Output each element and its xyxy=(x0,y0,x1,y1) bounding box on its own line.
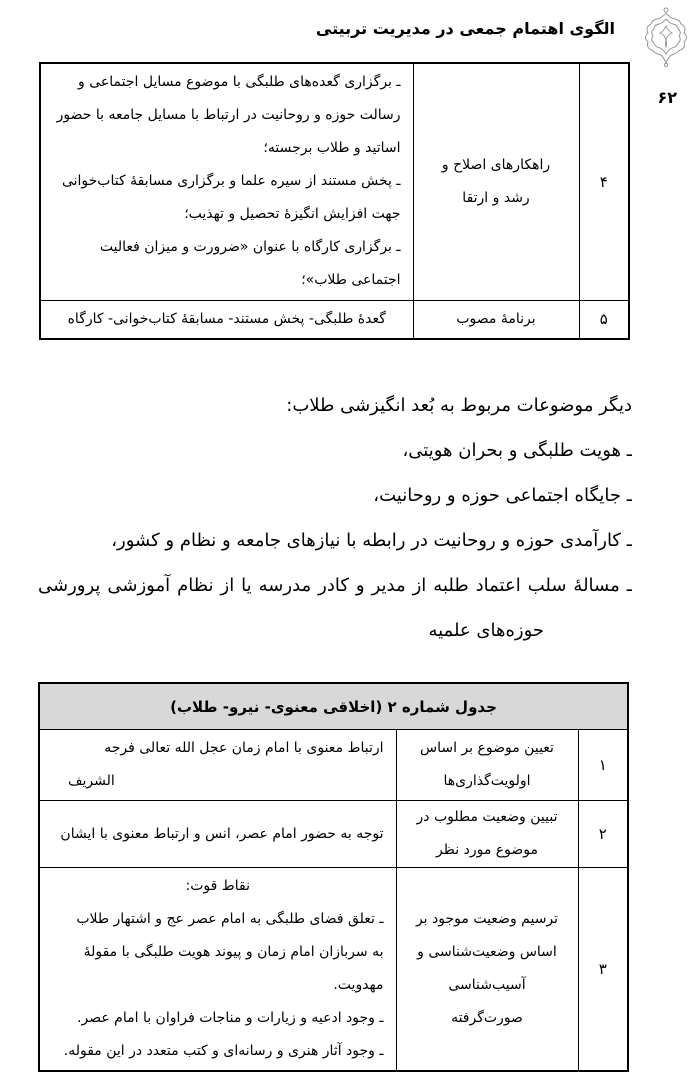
content-line: اجتماعی طلاب»؛ xyxy=(301,272,401,289)
content-line: ـ وجود ادعیه و زیارات و مناجات فراوان با امام عصر. xyxy=(77,1010,384,1026)
table-header-row xyxy=(39,683,628,730)
row-content xyxy=(40,300,413,339)
topic-line: اولویت‌گذاری‌ها xyxy=(443,773,531,789)
row-topic xyxy=(413,300,579,339)
content-line: جهت افزایش انگیزهٔ تحصیل و تهذیب؛ xyxy=(184,206,401,223)
content-line: ـ برگزاری گعده‌های طلبگی با موضوع مسایل اجتماعی و xyxy=(78,74,401,91)
table-row-3 xyxy=(39,868,628,1072)
table-title: جدول شماره ۲ (اخلاقی معنوی- نیرو- طلاب) xyxy=(39,683,628,730)
table-row-1 xyxy=(39,730,628,801)
content-line: ـ تعلق فضای طلبگی به امام عصر عج و اشتهار طلاب xyxy=(76,911,384,927)
topic-line: آسیب‌شناسی xyxy=(448,977,526,993)
topic-line: راهکارهای اصلاح و xyxy=(441,156,551,173)
topic-line: ترسیم وضعیت موجود بر xyxy=(415,911,559,927)
topic-line: صورت‌گرفته xyxy=(451,1010,523,1026)
bullet-line: ـ هویت طلبگی و بحران هویتی، xyxy=(402,440,632,461)
page-title: الگوی اهتمام جمعی در مدیریت تربیتی xyxy=(315,19,615,38)
row-number: ۲ xyxy=(578,801,628,868)
row-number: ۴ xyxy=(579,63,629,300)
row-content xyxy=(39,868,396,1072)
content-line: الشریف xyxy=(68,773,115,789)
row-number: ۳ xyxy=(578,868,628,1072)
row-number: ۵ xyxy=(579,300,629,339)
content-line: گعدهٔ طلبگی- پخش مستند- مسابقهٔ کتاب‌خوانی- کارگاه xyxy=(67,310,386,327)
bullet-line: ـ کارآمدی حوزه و روحانیت در رابطه با نیازهای جامعه و نظام و کشور، xyxy=(111,530,632,551)
row-content xyxy=(39,730,396,801)
row-content xyxy=(40,63,413,300)
body-text-section xyxy=(38,383,632,653)
section-heading: دیگر موضوعات مربوط به بُعد انگیزشی طلاب: xyxy=(286,395,632,416)
row-topic xyxy=(396,801,578,868)
content-line: ـ برگزاری کارگاه با عنوان «ضرورت و میزان فعالیت xyxy=(99,239,401,256)
content-line: رسالت حوزه و روحانیت در ارتباط با مسایل جامعه با حضور xyxy=(56,107,401,124)
content-line: مهدویت. xyxy=(333,977,384,993)
topic-line: موضوع مورد نظر xyxy=(436,842,538,858)
row-number: ۱ xyxy=(578,730,628,801)
bullet-line: ـ مسالهٔ سلب اعتماد طلبه از مدیر و کادر مدرسه یا از نظام آموزشی پرورشی xyxy=(38,575,632,596)
content-line: ـ وجود آثار هنری و رسانه‌ای و کتب متعدد در این مقوله. xyxy=(63,1043,384,1059)
content-line: ارتباط معنوی با امام زمان عجل الله تعالی فرجه xyxy=(104,740,384,756)
floral-diamond-ornament-icon xyxy=(640,6,692,70)
table-row-4 xyxy=(40,63,629,300)
topic-line: اساس وضعیت‌شناسی و xyxy=(417,944,557,960)
content-line: اساتید و طلاب برجسته؛ xyxy=(263,140,401,157)
bullet-continuation-line: حوزه‌های علمیه xyxy=(428,620,544,641)
content-line: توجه به حضور امام عصر، انس و ارتباط معنوی با ایشان xyxy=(60,825,384,842)
bullet-line: ـ جایگاه اجتماعی حوزه و روحانیت، xyxy=(373,485,632,506)
row-topic xyxy=(413,63,579,300)
table-row-5 xyxy=(40,300,629,339)
table-2-ethical-spiritual xyxy=(38,682,629,1072)
content-line: ـ پخش مستند از سیره علما و برگزاری مسابقهٔ کتاب‌خوانی xyxy=(61,173,401,190)
page-number: ۶۲ xyxy=(657,88,677,107)
content-line: نقاط قوت: xyxy=(185,878,250,894)
row-content xyxy=(39,801,396,868)
row-topic xyxy=(396,868,578,1072)
table-row-2 xyxy=(39,801,628,868)
topic-line: تعیین موضوع بر اساس xyxy=(420,740,554,756)
row-topic xyxy=(396,730,578,801)
topic-line: رشد و ارتقا xyxy=(462,189,530,206)
table-strategies xyxy=(39,62,630,340)
content-line: به سربازان امام زمان و پیوند هویت طلبگی با مقولهٔ xyxy=(83,944,384,960)
topic-line: برنامهٔ مصوب xyxy=(456,310,536,327)
topic-line: تبیین وضعیت مطلوب در xyxy=(416,809,558,825)
